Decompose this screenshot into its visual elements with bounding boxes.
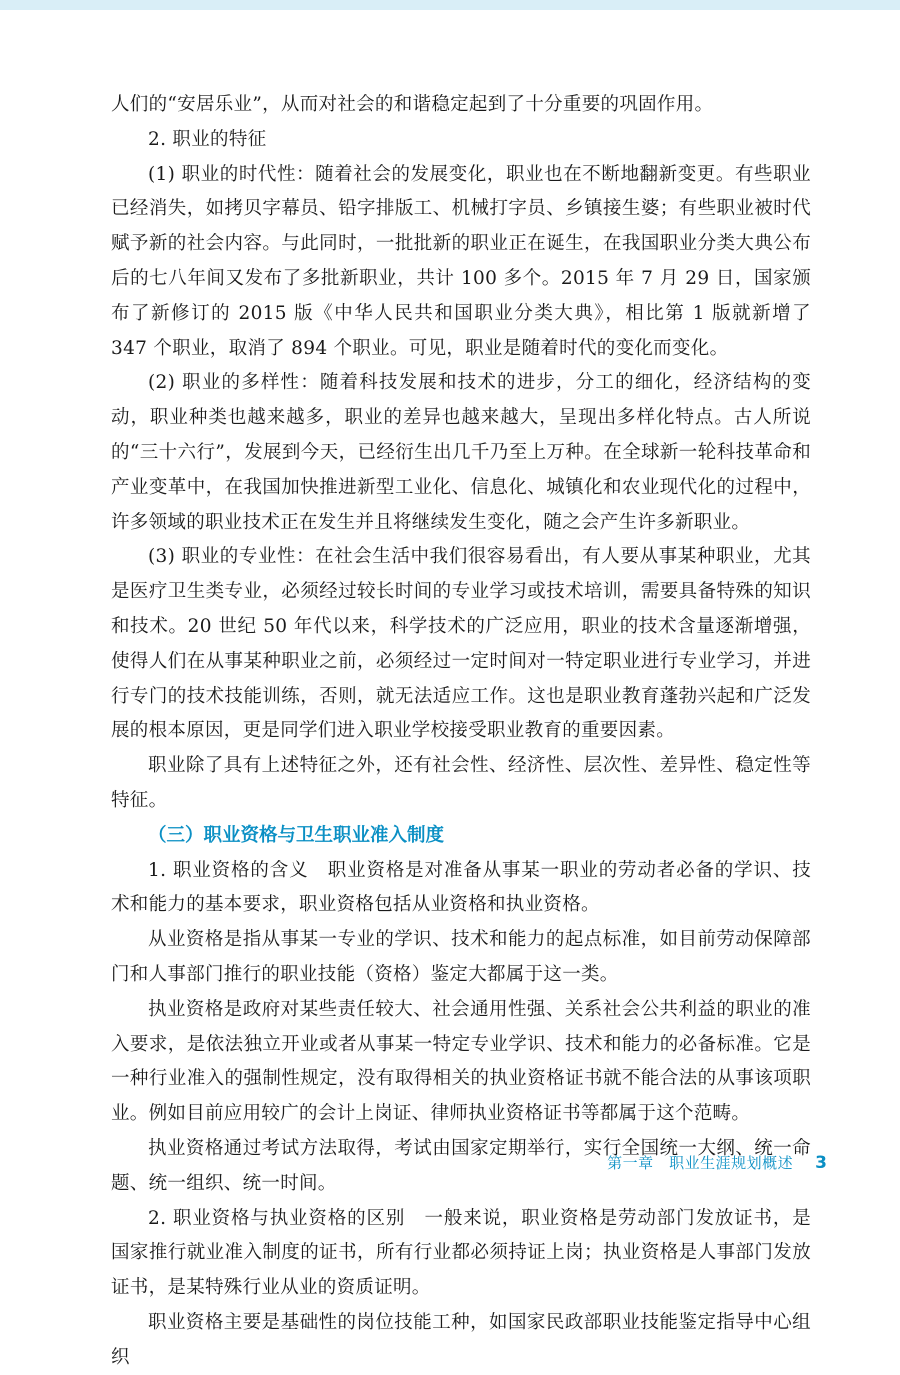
paragraphs-after-heading: [111, 854, 811, 1375]
body-paragraph: 2. 职业的特征: [148, 128, 267, 150]
body-paragraph: (1) 职业的时代性：随着社会的发展变化，职业也在不断地翻新变更。有些职业已经消失，如拷贝字幕员、铅字排版工、机械打字员、乡镇接生婆；有些职业被时代赋予新的社会内容。与此同时，一批批新的职业正在诞生，在我国职业分类大典公布后的七八年间又发布了多批新职业，共计 100 多个。2015 年 7 月 29 日，国家颁布了新修订的 2015 版《中华人民共和国职业分类大典》，相比第 1 版就新增了 347 个职业，取消了 894 个职业。可见，职业是随着时代的变化而变化。: [111, 163, 811, 359]
section-heading: （三）职业资格与卫生职业准入制度: [148, 824, 445, 846]
body-paragraph: (3) 职业的专业性：在社会生活中我们很容易看出，有人要从事某种职业，尤其是医疗卫生类专业，必须经过较长时间的专业学习或技术培训，需要具备特殊的知识和技术。20 世纪 50 年代以来，科学技术的广泛应用，职业的技术含量逐渐增强，使得人们在从事某种职业之前，必须经过一定时间对一特定职业进行专业学习，并进行专门的技术技能训练，否则，就无法适应工作。这也是职业教育蓬勃兴起和广泛发展的根本原因，更是同学们进入职业学校接受职业教育的重要因素。: [111, 546, 811, 742]
body-paragraph: 执业资格是政府对某些责任较大、社会通用性强、关系社会公共利益的职业的准入要求，是依法独立开业或者从事某一特定专业学识、技术和能力的必备标准。它是一种行业准入的强制性规定，没有取得相关的执业资格证书就不能合法的从事该项职业。例如目前应用较广的会计上岗证、律师执业资格证书等都属于这个范畴。: [111, 998, 811, 1125]
page-number: 3: [815, 1153, 827, 1173]
paragraphs-before-heading: [111, 88, 811, 819]
body-paragraph: 人们的“安居乐业”，从而对社会的和谐稳定起到了十分重要的巩固作用。: [111, 94, 714, 115]
page-body: [111, 88, 811, 1375]
body-paragraph: 从业资格是指从事某一专业的学识、技术和能力的起点标准，如目前劳动保障部门和人事部门推行的职业技能（资格）鉴定大都属于这一类。: [111, 929, 811, 985]
body-paragraph: (2) 职业的多样性：随着科技发展和技术的进步，分工的细化，经济结构的变动，职业种类也越来越多，职业的差异也越来越大，呈现出多样化特点。古人所说的“三十六行”，发展到今天，已经衍生出几千乃至上万种。在全球新一轮科技革命和产业变革中，在我国加快推进新型工业化、信息化、城镇化和农业现代化的过程中，许多领域的职业技术正在发生并且将继续发生变化，随之会产生许多新职业。: [111, 372, 811, 533]
body-paragraph: 职业资格主要是基础性的岗位技能工种，如国家民政部职业技能鉴定指导中心组织: [111, 1311, 811, 1368]
body-paragraph: 1. 职业资格的含义 职业资格是对准备从事某一职业的劳动者必备的学识、技术和能力的基本要求，职业资格包括从业资格和执业资格。: [111, 859, 811, 916]
page-footer: [607, 1152, 827, 1173]
body-paragraph: 2. 职业资格与执业资格的区别 一般来说，职业资格是劳动部门发放证书，是国家推行就业准入制度的证书，所有行业都必须持证上岗；执业资格是人事部门发放证书，是某特殊行业从业的资质证明。: [111, 1207, 811, 1299]
body-paragraph: 执业资格通过考试方法取得，考试由国家定期举行，实行全国统一大纲、统一命题、统一组织、统一时间。: [111, 1137, 811, 1194]
top-decorative-bar: [0, 0, 900, 10]
footer-chapter-title: 第一章 职业生涯规划概述: [607, 1154, 794, 1172]
body-paragraph: 职业除了具有上述特征之外，还有社会性、经济性、层次性、差异性、稳定性等特征。: [111, 755, 811, 811]
